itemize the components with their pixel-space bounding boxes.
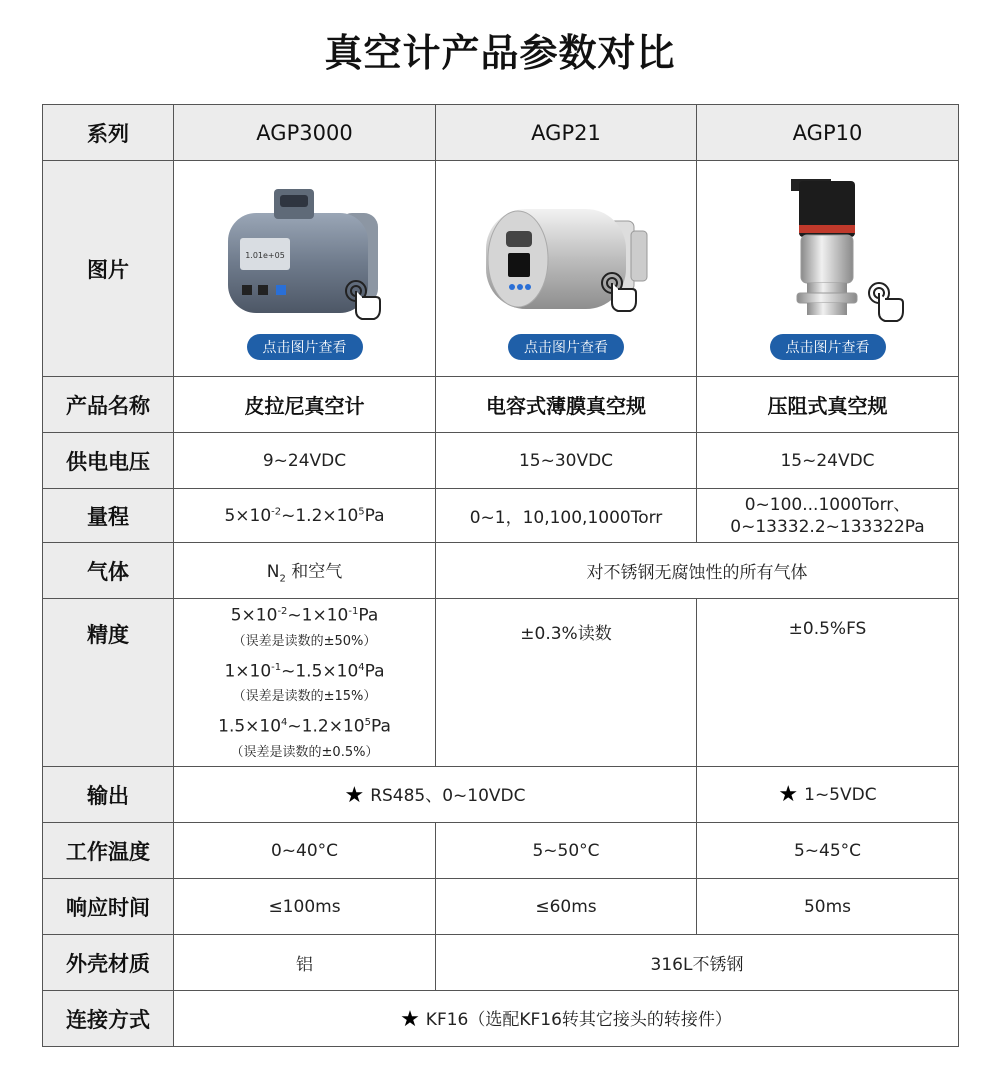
row-label-series: 系列 bbox=[43, 105, 174, 161]
image-cell-agp21 bbox=[436, 161, 697, 377]
power-row bbox=[43, 433, 959, 489]
star-icon: ★ bbox=[344, 783, 365, 808]
row-label-gas: 气体 bbox=[43, 543, 174, 599]
temperature-row bbox=[43, 823, 959, 879]
star-icon: ★ bbox=[778, 782, 799, 807]
power-agp3000: 9~24VDC bbox=[174, 433, 436, 489]
header-row bbox=[43, 105, 959, 161]
row-label-output: 输出 bbox=[43, 767, 174, 823]
range-agp3000: $5\times 10^{-2}\sim 1.2\times 10^5Pa$ bbox=[174, 489, 436, 543]
agp3000-screen-text: 1.01e+05 bbox=[245, 251, 285, 260]
star-icon: ★ bbox=[400, 1007, 420, 1032]
agp21-product-image[interactable] bbox=[476, 191, 656, 341]
output-agp3000-agp21: ★ RS485、0~10VDC bbox=[174, 767, 697, 823]
row-label-power: 供电电压 bbox=[43, 433, 174, 489]
response-agp3000: ≤100ms bbox=[174, 879, 436, 935]
row-label-housing: 外壳材质 bbox=[43, 935, 174, 991]
image-row bbox=[43, 161, 959, 377]
power-agp10: 15~24VDC bbox=[697, 433, 959, 489]
image-cell-agp3000 bbox=[174, 161, 436, 377]
accuracy-agp21: ±0.3%读数 bbox=[436, 599, 697, 767]
response-row bbox=[43, 879, 959, 935]
temp-agp21: 5~50°C bbox=[436, 823, 697, 879]
tap-hand-icon bbox=[340, 277, 386, 323]
connection-row bbox=[43, 991, 959, 1047]
row-label-accuracy: 精度 bbox=[43, 599, 174, 767]
product-name-agp21: 电容式薄膜真空规 bbox=[436, 377, 697, 433]
response-agp10: 50ms bbox=[697, 879, 959, 935]
response-agp21: ≤60ms bbox=[436, 879, 697, 935]
image-cell-agp10 bbox=[697, 161, 959, 377]
power-agp21: 15~30VDC bbox=[436, 433, 697, 489]
view-image-button-agp3000[interactable]: 点击图片查看 bbox=[247, 334, 363, 360]
model-header-agp3000: AGP3000 bbox=[174, 105, 436, 161]
product-name-agp10: 压阻式真空规 bbox=[697, 377, 959, 433]
view-image-button-agp21[interactable]: 点击图片查看 bbox=[508, 334, 624, 360]
accuracy-agp3000: $5\times 10^{-2}\sim 1\times 10^{-1}Pa$ （误差是读数的±50%） $1\times 10^{-1}\sim 1.5\times 10^4Pa$ （误差是读数的±15%） $1.5\times 10^4\sim 1.2\times 10^5Pa$ （误差是读数的±0.5%） bbox=[174, 599, 436, 767]
accuracy-row bbox=[43, 599, 959, 767]
output-row bbox=[43, 767, 959, 823]
product-name-row bbox=[43, 377, 959, 433]
gas-others: 对不锈钢无腐蚀性的所有气体 bbox=[436, 543, 959, 599]
page-title: 真空计产品参数对比 bbox=[324, 31, 676, 75]
view-image-button-agp10[interactable]: 点击图片查看 bbox=[770, 334, 886, 360]
tap-hand-icon bbox=[596, 269, 642, 315]
housing-others: 316L不锈钢 bbox=[436, 935, 959, 991]
row-label-image: 图片 bbox=[43, 161, 174, 377]
gas-agp3000: $N_2$ 和空气 bbox=[174, 543, 436, 599]
comparison-table bbox=[42, 104, 959, 1047]
row-label-temperature: 工作温度 bbox=[43, 823, 174, 879]
range-agp21: 0~1，10,100,1000Torr bbox=[436, 489, 697, 543]
housing-agp3000: 铝 bbox=[174, 935, 436, 991]
accuracy-agp10: ±0.5%FS bbox=[697, 599, 959, 767]
row-label-range: 量程 bbox=[43, 489, 174, 543]
product-name-agp3000: 皮拉尼真空计 bbox=[174, 377, 436, 433]
output-agp10: ★ 1~5VDC bbox=[697, 767, 959, 823]
gas-row bbox=[43, 543, 959, 599]
tap-hand-icon bbox=[863, 279, 909, 325]
row-label-response: 响应时间 bbox=[43, 879, 174, 935]
range-row bbox=[43, 489, 959, 543]
temp-agp3000: 0~40°C bbox=[174, 823, 436, 879]
housing-row bbox=[43, 935, 959, 991]
row-label-product-name: 产品名称 bbox=[43, 377, 174, 433]
connection-all: ★ KF16（选配KF16转其它接头的转接件） bbox=[174, 991, 959, 1047]
range-agp10: 0~100...1000Torr、 0~13332.2~133322Pa bbox=[697, 489, 959, 543]
model-header-agp21: AGP21 bbox=[436, 105, 697, 161]
model-header-agp10: AGP10 bbox=[697, 105, 959, 161]
temp-agp10: 5~45°C bbox=[697, 823, 959, 879]
row-label-connection: 连接方式 bbox=[43, 991, 174, 1047]
agp10-product-image[interactable] bbox=[777, 175, 877, 325]
